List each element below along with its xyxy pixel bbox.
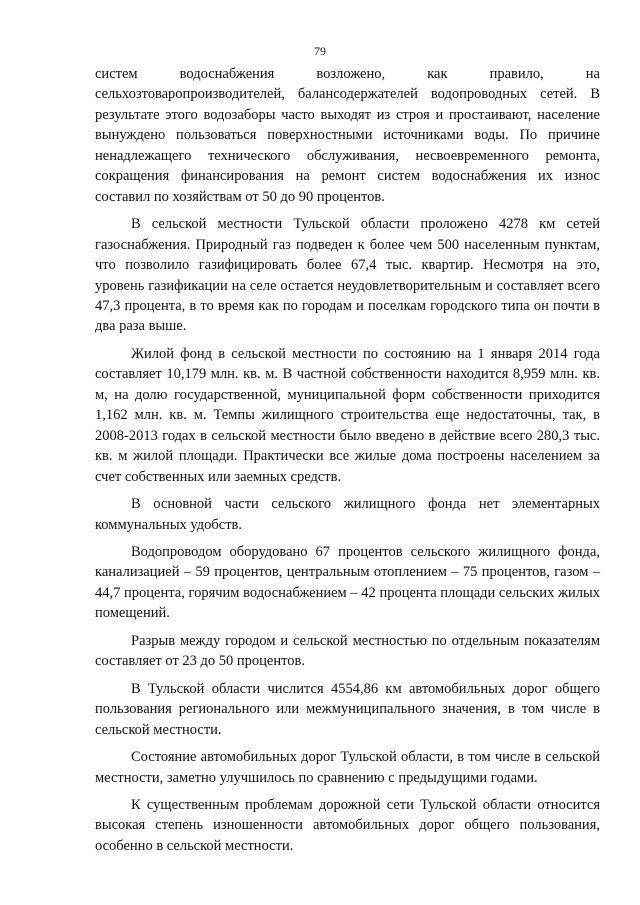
paragraph-road-length: В Тульской области числится 4554,86 км автомобильных дорог общего пользования регионального или межмуниципального значения, в том числе в сельской местности. — [95, 680, 600, 738]
paragraph-road-condition: Состояние автомобильных дорог Тульской области, в том числе в сельской местности, заметно улучшилось по сравнению с предыдущими годами. — [95, 749, 600, 786]
paragraph-utilities-share: Водопроводом оборудовано 67 процентов сельского жилищного фонда, канализацией – 59 процентов, центральным отоплением – 75 процентов, газом – 44,7 процента, горячим водоснабжением – 42 процента площади сельских жилых помещений. — [95, 543, 600, 622]
paragraph-housing-stock: Жилой фонд в сельской местности по состоянию на 1 января 2014 года составляет 10,179 млн. кв. м. В частной собственности находится 8,959 млн. кв. м, на долю государственной, муниципальной форм собственности приходится 1,162 млн. кв. м. Темпы жилищного строительства еще недостаточны, так, в 2008-2013 годах в сельской местности было введено в действие всего 280,3 тыс. кв. м жилой площади. Практически все жилые дома построены населением за счет собственных или заемных средств. — [95, 345, 600, 485]
paragraph-road-problems: К существенным проблемам дорожной сети Тульской области относится высокая степень изношенности автомобильных дорог общего пользования, особенно в сельской местности. — [95, 796, 600, 854]
paragraph-urban-rural-gap: Разрыв между городом и сельской местностью по отдельным показателям составляет от 23 до 50 процентов. — [95, 632, 600, 670]
paragraph-gas-supply: В сельской местности Тульской области проложено 4278 км сетей газоснабжения. Природный газ подведен к более чем 500 населенным пунктам, что позволило газифицировать более 67,4 тыс. квартир. Несмотря на это, уровень газификации на селе остается неудовлетворительным и составляет всего 47,3 процента, в то время как по городам и поселкам городского типа он почти в два раза выше. — [95, 216, 600, 335]
paragraph-amenities: В основной части сельского жилищного фонда нет элементарных коммунальных удобств. — [95, 496, 600, 533]
paragraph-water-supply: систем водоснабжения возложено, как правило, на сельхозтоваропроизводителей, балансодержателей водопроводных сетей. В результате этого водозаборы часто выходят из строя и простаивают, население вынуждено пользоваться поверхностными источниками воды. По причине ненадлежащего технического обслуживания, несвоевременного ремонта, сокращения финансирования на ремонт систем водоснабжения их износ составил по хозяйствам от 50 до 90 процентов. — [95, 66, 600, 205]
document-body — [95, 64, 600, 863]
page-number: 79 — [314, 44, 326, 58]
